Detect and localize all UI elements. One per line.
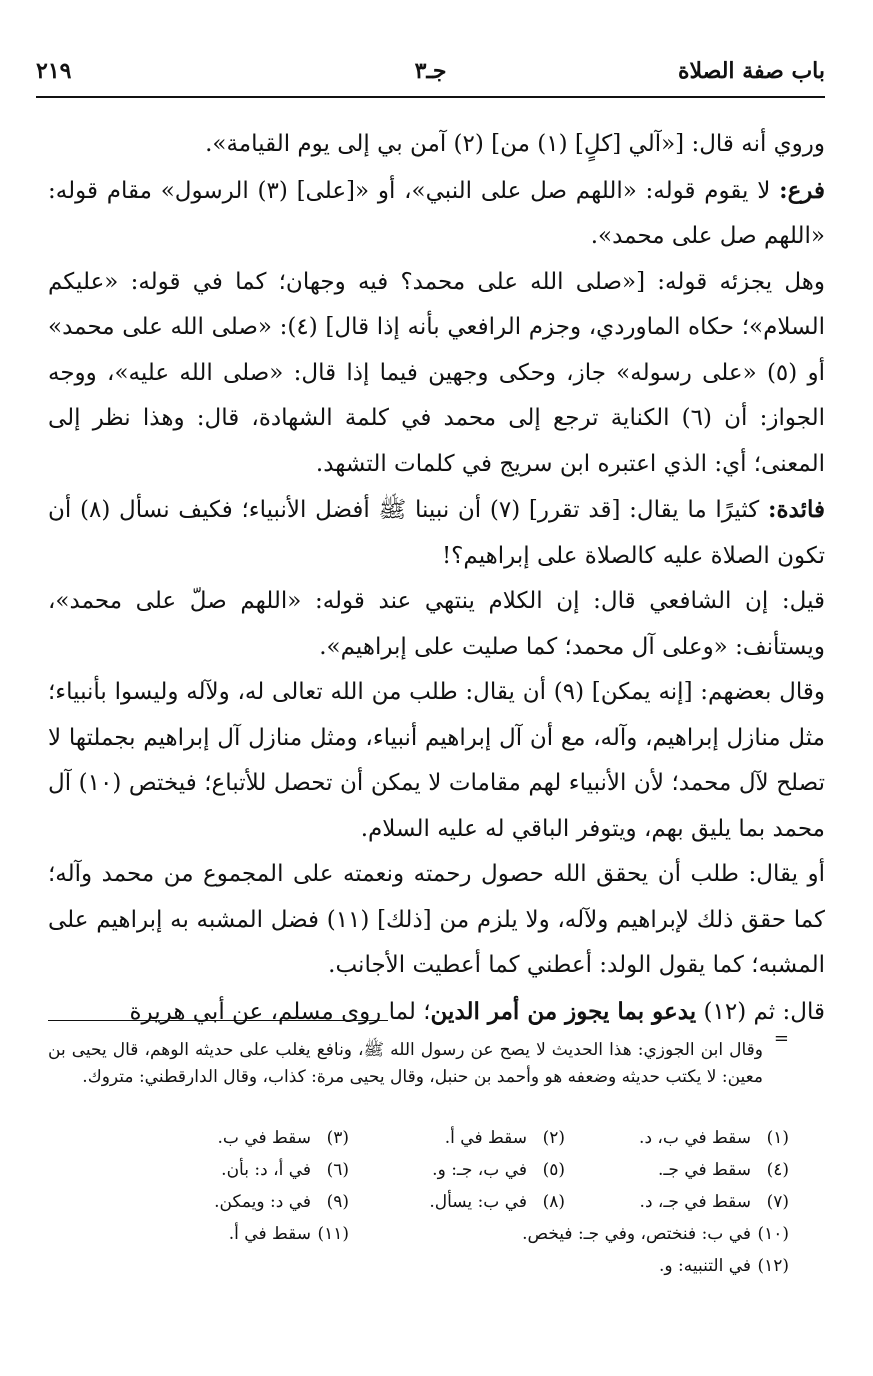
paragraph-8-highlight: يدعو بما يجوز من أمر الدين [430, 997, 697, 1025]
footnote-2 [445, 1128, 565, 1148]
paragraph-5: قيل: إن الشافعي قال: إن الكلام ينتهي عند قوله: «اللهم صلّ على محمد»، ويستأنف: «وعلى آل محمد؛ كما صليت على إبراهيم». [48, 588, 825, 660]
main-text [48, 122, 825, 1035]
paragraph-1: وروي أنه قال: [«آلي [كلٍ] (١) من] (٢) آمن بي إلى يوم القيامة». [205, 131, 825, 157]
paragraph-7: أو يقال: طلب أن يحقق الله حصول رحمته ونعمته على المجموع من محمد وآله؛ كما حقق ذلك لإبراهيم ولآله، ولا يلزم من [ذلك] (١١) فضل المشبه به إبراهيم على المشبه؛ كما يقول الولد: أعطني كما أعطيت الأجانب. [48, 861, 825, 978]
footnote-text: في التنبيه: و. [659, 1256, 751, 1276]
footnote-text: في أ، د: بأن. [221, 1160, 311, 1180]
paragraph-8-pre: قال: ثم (١٢) [696, 998, 825, 1025]
footnote-number: (٢) [542, 1128, 565, 1148]
footnote-number: (٧) [766, 1192, 789, 1212]
footnote-continuation-mark: = [773, 1028, 789, 1049]
footnote-1 [639, 1128, 789, 1148]
footnote-text: في د: ويمكن. [214, 1192, 311, 1212]
footnote-continuation [48, 1037, 763, 1091]
footnote-row [48, 1192, 789, 1218]
footnote-row [48, 1224, 789, 1250]
footnote-11 [229, 1224, 349, 1244]
footnote-separator [48, 1020, 388, 1021]
paragraph-3: وهل يجزئه قوله: [«صلى الله على محمد؟ فيه وجهان؛ كما في قوله: «عليكم السلام»؛ حكاه الماوردي، وجزم الرافعي بأنه إذا قال] (٤): «صلى الله على محمد» أو (٥) «على رسوله» جاز، وحكى وجهين فيما إذا قال: «صلى الله عليه»، ووجه الجواز: أن (٦) الكناية ترجع إلى محمد في كلمة الشهادة، قال: وهذا نظر إلى المعنى؛ أي: الذي اعتبره ابن سريج في كلمات التشهد. [48, 268, 826, 477]
footnote-number: (١٢) [757, 1256, 789, 1276]
footnote-text: سقط في ب. [217, 1128, 311, 1148]
chapter-title: باب صفة الصلاة [677, 58, 825, 84]
footnote-3 [218, 1128, 350, 1148]
footnote-6 [221, 1160, 349, 1180]
footnote-8 [429, 1192, 565, 1212]
footnote-number: (٩) [326, 1192, 349, 1212]
paragraph-2 [48, 168, 825, 260]
paragraph-4-lead: فائدة: [767, 496, 825, 523]
page-number: ٢١٩ [36, 58, 72, 84]
paragraph-2-lead: فرع: [779, 176, 825, 204]
footnote-text: سقط في أ. [228, 1224, 311, 1244]
footnote-text: سقط في ب، د. [639, 1128, 751, 1148]
footnote-number: (١٠) [757, 1224, 789, 1244]
footnote-text: سقط في جـ، د. [639, 1192, 751, 1212]
footnote-number: (٣) [326, 1128, 349, 1148]
paragraph-8-post: ؛ لما روى مسلم، عن أبي هريرة [129, 998, 431, 1025]
footnote-row [48, 1160, 789, 1186]
footnote-text: سقط في أ. [444, 1128, 527, 1148]
footnote-text: سقط في جـ. [658, 1160, 751, 1180]
footnote-text: في ب: فنختص، وفي جـ: فيخص. [522, 1224, 751, 1244]
footnote-text: في ب، جـ: و. [432, 1160, 527, 1180]
footnote-row [48, 1256, 789, 1282]
paragraph-2-text: لا يقوم قوله: «اللهم صل على النبي»، أو «[على] (٣) الرسول» مقام قوله: «اللهم صل على محمد». [48, 177, 825, 249]
footnote-text: في ب: يسأل. [429, 1192, 527, 1212]
paragraph-8 [48, 989, 825, 1036]
footnote-number: (١١) [317, 1224, 349, 1244]
footnote-4 [658, 1160, 789, 1180]
running-header [36, 58, 825, 92]
footnote-number: (٤) [766, 1160, 789, 1180]
footnote-9 [214, 1192, 349, 1212]
footnote-5 [432, 1160, 565, 1180]
footnote-number: (١) [766, 1128, 789, 1148]
footnote-row [48, 1128, 789, 1154]
paragraph-4-text: كثيرًا ما يقال: [قد تقرر] (٧) أن نبينا ﷺ أفضل الأنبياء؛ فكيف نسأل (٨) أن تكون الصلاة عليه كالصلاة على إبراهيم؟! [48, 497, 825, 569]
footnote-continuation-text: وقال ابن الجوزي: هذا الحديث لا يصح عن رسول الله ﷺ، ونافع يغلب على حديثه الوهم، قال يحيى بن معين: لا يكتب حديثه وضعفه هو وأحمد بن حنبل، وقال يحيى مرة: كذاب، وقال الدارقطني: متروك. [48, 1040, 763, 1087]
footnote-12 [659, 1256, 789, 1276]
footnote-number: (٥) [542, 1160, 565, 1180]
footnote-number: (٨) [542, 1192, 565, 1212]
footnote-10 [522, 1224, 789, 1244]
footnote-7 [640, 1192, 789, 1212]
paragraph-6: وقال بعضهم: [إنه يمكن] (٩) أن يقال: طلب من الله تعالى له، ولآله وليسوا بأنبياء؛ مثل منازل إبراهيم، وآله، مع أن آل إبراهيم أنبياء، ومثل منازل آل إبراهيم بجملتها لا تصلح لآل محمد؛ لأن الأنبياء لهم مقامات لا يمكن أن تحصل للأتباع؛ فيختص (١٠) آل محمد بما يليق بهم، ويتوفر الباقي له عليه السلام. [48, 679, 825, 842]
volume-label: جـ٣ [414, 58, 447, 84]
paragraph-4 [48, 487, 825, 579]
footnote-number: (٦) [326, 1160, 349, 1180]
header-rule [36, 96, 825, 98]
